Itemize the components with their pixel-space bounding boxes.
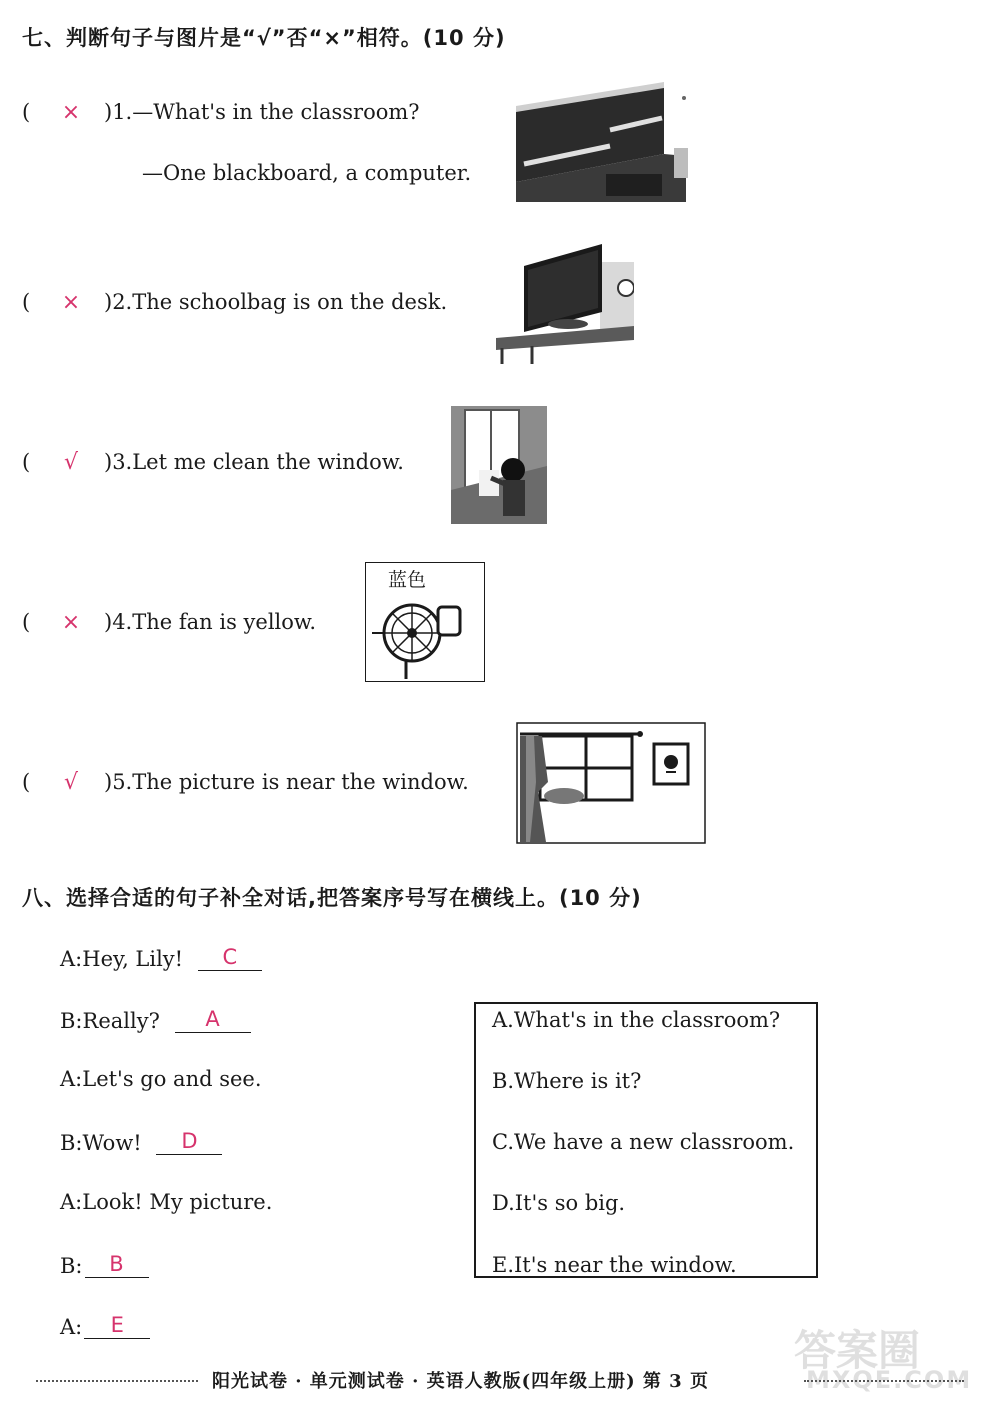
speaker: B: [60,1254,83,1278]
speaker: A: [60,947,83,971]
answer-blank-3[interactable]: D [156,1128,222,1155]
window-and-picture-frame-picture [516,722,706,844]
option-d: D.It's so big. [492,1191,626,1215]
computer-on-desk-picture [494,242,634,364]
open-paren: ( [22,610,31,634]
dialogue-line-6 [60,1251,149,1278]
question-1 [22,100,420,125]
section-8-title: 八、选择合适的句子补全对话,把答案序号写在横线上。(10 分) [22,886,642,910]
question-text-2: )2.The schoolbag is on the desk. [104,290,448,314]
speaker: B: [60,1009,83,1033]
dialogue-text: Wow! [82,1131,149,1155]
dialogue-line-5 [60,1190,272,1214]
option-b: B.Where is it? [492,1069,642,1093]
open-paren: ( [22,290,31,314]
answer-blank-4[interactable]: B [85,1251,149,1278]
option-c: C.We have a new classroom. [492,1130,795,1154]
speaker: A: [60,1315,83,1339]
answer-blank-2[interactable]: A [175,1006,251,1033]
answer-blank-1[interactable]: C [198,944,262,971]
dialogue-line-7 [60,1312,150,1339]
answer-blank-5[interactable]: E [84,1312,150,1339]
dialogue-text: Really? [82,1009,167,1033]
open-paren: ( [22,450,31,474]
dialogue-line-2 [60,1006,251,1033]
question-1-reply: —One blackboard, a computer. [142,161,472,185]
watermark-main: 答案圈 [794,1326,921,1375]
answer-mark-2: × [61,290,81,315]
footer-text: 阳光试卷 · 单元测试卷 · 英语人教版(四年级上册) 第 3 页 [212,1371,709,1392]
dialogue-line-1 [60,944,262,971]
question-text-1: )1.—What's in the classroom? [104,100,420,124]
section-7-title: 七、判断句子与图片是“√”否“×”相符。(10 分) [22,26,506,50]
watermark-sub: MXQE.COM [806,1366,973,1394]
dialogue-line-3 [60,1067,262,1091]
question-text-3: )3.Let me clean the window. [104,450,404,474]
question-text-4: )4.The fan is yellow. [104,610,317,634]
speaker: B: [60,1131,83,1155]
question-5 [22,770,469,795]
classroom-blackboard-picture [514,82,690,204]
dialogue-line-4 [60,1128,222,1155]
open-paren: ( [22,770,31,794]
answer-mark-3: √ [63,450,79,475]
dialogue-text: Hey, Lily! [82,947,190,971]
dialogue-text: Let's go and see. [82,1067,262,1091]
speaker: A: [60,1190,83,1214]
speaker: A: [60,1067,83,1091]
question-2 [22,290,447,315]
open-paren: ( [22,100,31,124]
fan-picture [365,562,485,682]
answer-mark-4: × [61,610,81,635]
watermark [790,1318,990,1398]
footer-dots-left [36,1380,198,1382]
answer-mark-5: √ [63,770,79,795]
dialogue-text: Look! My picture. [82,1190,273,1214]
option-a: A.What's in the classroom? [492,1008,781,1032]
answer-mark-1: × [61,100,81,125]
question-3 [22,450,404,475]
child-cleaning-window-picture [451,406,547,524]
fan-icon [366,563,484,681]
question-text-5: )5.The picture is near the window. [104,770,469,794]
options-box [474,1002,818,1278]
option-e: E.It's near the window. [492,1253,737,1277]
question-4 [22,610,316,635]
fan-color-label: 蓝色 [388,569,427,591]
